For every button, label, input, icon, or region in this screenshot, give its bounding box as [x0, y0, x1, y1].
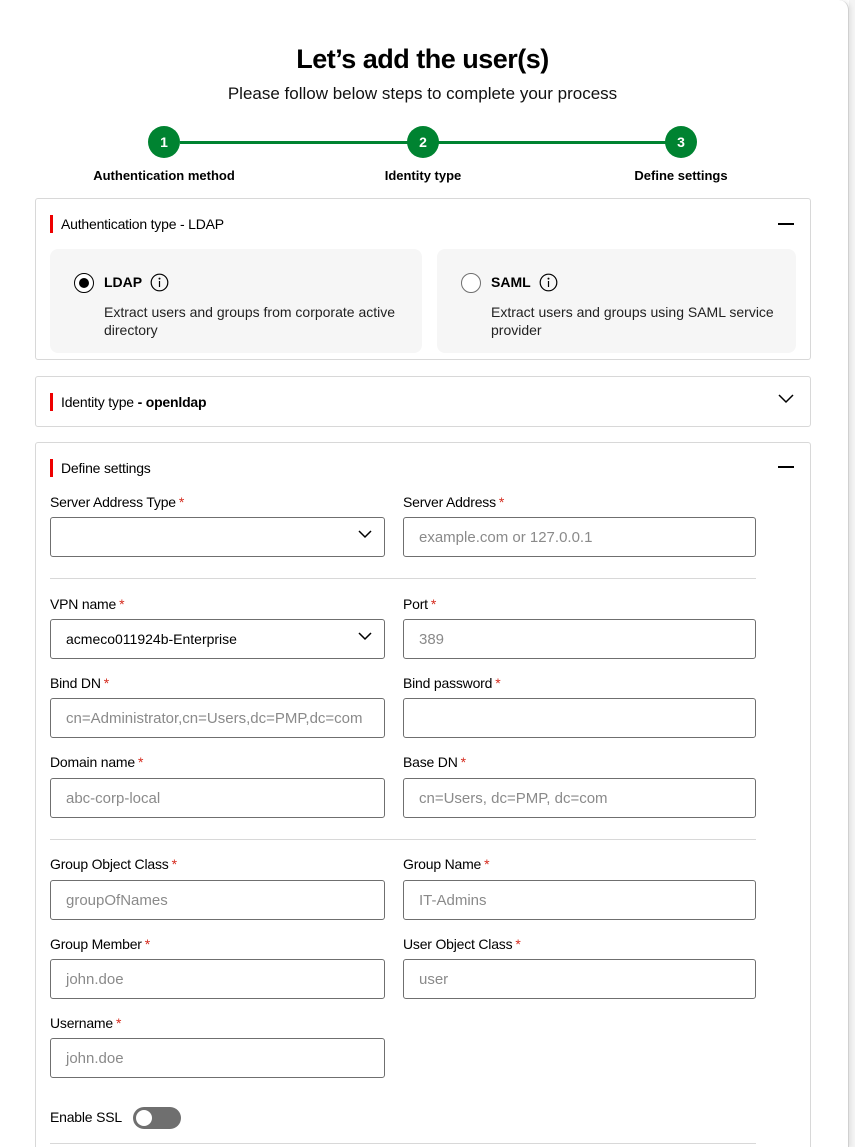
- port-input[interactable]: 389: [403, 619, 756, 659]
- bind-dn-label: Bind DN *: [50, 675, 109, 691]
- section-divider: [50, 578, 756, 579]
- bind-password-input[interactable]: [403, 698, 756, 738]
- auth-type-panel-header[interactable]: [50, 215, 224, 233]
- identity-type-label: Identity type: [61, 394, 134, 410]
- step-3-label: Define settings: [634, 168, 728, 183]
- base-dn-label: Base DN *: [403, 754, 466, 770]
- auth-type-title: Authentication type - LDAP: [61, 216, 224, 232]
- username-input[interactable]: john.doe: [50, 1038, 385, 1078]
- user-object-class-input[interactable]: user: [403, 959, 756, 999]
- collapse-icon[interactable]: [778, 223, 794, 225]
- section-marker: [50, 215, 53, 233]
- ldap-option-title: LDAP: [104, 274, 143, 290]
- chevron-down-icon[interactable]: [778, 394, 794, 404]
- group-object-class-label: Group Object Class *: [50, 856, 177, 872]
- group-member-input[interactable]: john.doe: [50, 959, 385, 999]
- enable-ssl-label: Enable SSL: [50, 1109, 122, 1125]
- identity-type-panel: [35, 376, 811, 427]
- step-connector: [438, 141, 666, 144]
- domain-name-input[interactable]: abc-corp-local: [50, 778, 385, 818]
- step-3-indicator[interactable]: 3: [665, 126, 697, 158]
- saml-radio[interactable]: [461, 273, 481, 293]
- step-2-label: Identity type: [384, 168, 462, 183]
- identity-type-value: - openldap: [133, 394, 207, 410]
- info-icon[interactable]: [539, 273, 558, 292]
- saml-option-card[interactable]: [437, 249, 796, 353]
- identity-type-panel-header[interactable]: [50, 393, 206, 411]
- define-settings-title: Define settings: [61, 460, 151, 476]
- auth-type-panel: [35, 198, 811, 360]
- server-address-type-label: Server Address Type *: [50, 494, 185, 510]
- page-subtitle: Please follow below steps to complete your process: [227, 84, 618, 103]
- step-1-indicator[interactable]: 1: [148, 126, 180, 158]
- vpn-name-label: VPN name *: [50, 596, 125, 612]
- vpn-name-select[interactable]: acmeco011924b-Enterprise: [50, 619, 385, 659]
- server-address-input[interactable]: example.com or 127.0.0.1: [403, 517, 756, 557]
- chevron-down-icon: [358, 632, 372, 641]
- ldap-option-description: Extract users and groups from corporate active directory: [104, 304, 396, 338]
- chevron-down-icon: [358, 530, 372, 539]
- saml-option-title: SAML: [491, 274, 531, 290]
- server-address-label: Server Address *: [403, 494, 505, 510]
- info-icon[interactable]: [150, 273, 169, 292]
- user-object-class-label: User Object Class *: [403, 936, 521, 952]
- section-marker: [50, 393, 53, 411]
- step-1-label: Authentication method: [93, 168, 235, 183]
- saml-option-description: Extract users and groups using SAML service provider: [491, 304, 774, 338]
- page-title: Let’s add the user(s): [296, 44, 549, 74]
- define-settings-panel-header[interactable]: [50, 459, 151, 477]
- section-divider: [50, 1143, 756, 1144]
- bind-dn-input[interactable]: cn=Administrator,cn=Users,dc=PMP,dc=com: [50, 698, 385, 738]
- username-label: Username *: [50, 1015, 122, 1031]
- progress-stepper: [0, 126, 849, 186]
- domain-name-label: Domain name *: [50, 754, 144, 770]
- base-dn-input[interactable]: cn=Users, dc=PMP, dc=com: [403, 778, 756, 818]
- step-2-indicator[interactable]: 2: [407, 126, 439, 158]
- enable-ssl-toggle[interactable]: [133, 1107, 181, 1129]
- collapse-icon[interactable]: [778, 466, 794, 468]
- step-connector: [180, 141, 408, 144]
- section-marker: [50, 459, 53, 477]
- section-divider: [50, 839, 756, 840]
- background-edge: [849, 0, 855, 1147]
- ldap-option-card[interactable]: [50, 249, 422, 353]
- group-name-label: Group Name *: [403, 856, 490, 872]
- ldap-radio[interactable]: [74, 273, 94, 293]
- port-label: Port *: [403, 596, 437, 612]
- group-name-input[interactable]: IT-Admins: [403, 880, 756, 920]
- group-object-class-input[interactable]: groupOfNames: [50, 880, 385, 920]
- group-member-label: Group Member *: [50, 936, 150, 952]
- server-address-type-select[interactable]: [50, 517, 385, 557]
- bind-password-label: Bind password *: [403, 675, 501, 691]
